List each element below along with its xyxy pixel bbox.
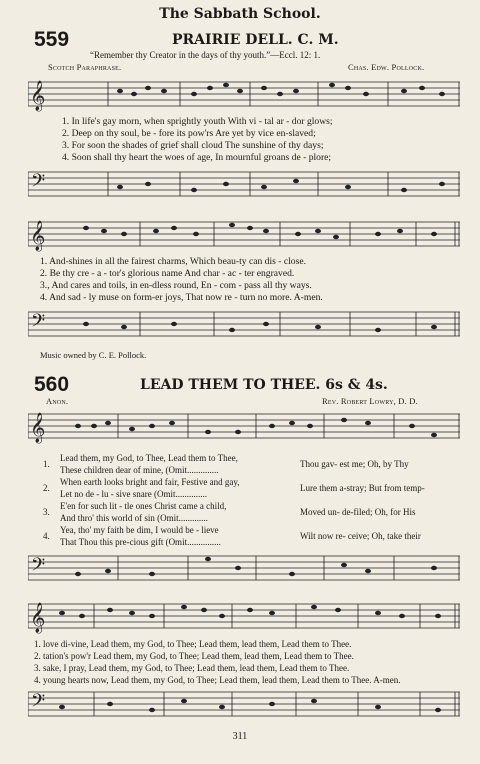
hymn-559-verse-4-line-1: 4. Soon shall thy heart the woes of age, In mournful groans de - plore;	[62, 152, 332, 163]
hymn-560-verse-4-b: That Thou this pre-cious gift (Omit...............	[60, 537, 221, 547]
hymn-559-number: 559	[34, 28, 70, 51]
hymn-559-verse-3-line-2: 3., And cares and toils, in en-dless round, En - com - pass all thy ways.	[40, 280, 312, 291]
hymn-560-verse-1-refrain: 1. love di-vine, Lead them, my God, to Thee; Lead them, lead them, Lead them to Thee.	[34, 639, 352, 649]
hymn-559-footnote: Music owned by C. E. Pollock.	[40, 350, 147, 360]
hymn-560-verse-2-b: Let no de - lu - sive snare (Omit..............	[60, 489, 207, 499]
hymn-560-verse-2-right: Lure them a-stray; But from temp-	[300, 483, 425, 493]
hymn-560-verse-1-b: These children dear of mine, (Omit..............	[60, 465, 219, 475]
hymn-559-verse-3-line-1: 3. For soon the shades of grief shall cloud The sunshine of thy days;	[62, 140, 324, 151]
hymn-560-verse-2-a: When earth looks bright and fair, Festive and gay,	[60, 477, 240, 487]
hymn-559-verse-1-line-1: 1. In life's gay morn, when sprightly youth With vi - tal ar - dor glows;	[62, 116, 333, 127]
hymn-560-number: 560	[34, 373, 70, 396]
hymn-560-verse-2-refrain: 2. tation's pow'r Lead them, my God, to Thee; Lead them, lead them, Lead them to Thee.	[34, 651, 354, 661]
hymn-559-verse-1-line-2: 1. And-shines in all the fairest charms, Which beau-ty can dis - close.	[40, 256, 306, 267]
hymn-560-verse-3-a: E'en for such lit - tle ones Christ came a child,	[60, 501, 227, 511]
hymn-560-verse-3-b: And thro' this world of sin (Omit.............	[60, 513, 208, 523]
hymn-560-title: LEAD THEM TO THEE. 6s & 4s.	[140, 377, 388, 393]
verse-number-4: 4.	[43, 531, 50, 541]
staff-560-2-treble	[28, 596, 460, 636]
verse-number-1: 1.	[43, 459, 50, 469]
hymn-559-verse-4-line-2: 4. And sad - ly muse on form-er joys, That now re - turn no more. A-men.	[40, 292, 323, 303]
verse-number-3: 3.	[43, 507, 50, 517]
svg-text:𝄞: 𝄞	[30, 603, 46, 633]
hymn-560-verse-4-right: Wilt now re- ceive; Oh, take their	[300, 531, 421, 541]
staff-560-2-bass	[28, 684, 460, 724]
staff-559-1-bass	[28, 164, 460, 204]
hymn-559-verse-2-line-2: 2. Be thy cre - a - tor's glorious name And char - ac - ter engraved.	[40, 268, 295, 279]
svg-text:𝄢: 𝄢	[31, 171, 46, 196]
svg-text:𝄢: 𝄢	[31, 311, 46, 336]
hymn-560-tune-credit: Anon.	[46, 396, 69, 406]
running-title: The Sabbath School.	[159, 6, 321, 22]
verse-number-2: 2.	[43, 483, 50, 493]
staff-559-2-treble	[28, 214, 460, 254]
hymn-559-verse-2-line-1: 2. Deep on thy soul, be - fore its pow'rs Are yet by vice en-slaved;	[62, 128, 316, 139]
hymn-559-title: PRAIRIE DELL. C. M.	[172, 32, 339, 48]
hymn-559-epigraph: “Remember thy Creator in the days of thy youth.”—Eccl. 12: 1.	[90, 50, 321, 60]
staff-559-1-treble	[28, 74, 460, 114]
hymn-560-verse-1-a: Lead them, my God, to Thee, Lead them to Thee,	[60, 453, 238, 463]
svg-text:𝄞: 𝄞	[30, 221, 46, 251]
hymn-560-verse-3-right: Moved un- de-filed; Oh, for His	[300, 507, 416, 517]
svg-text:𝄞: 𝄞	[30, 81, 46, 111]
staff-560-1-treble	[28, 406, 460, 446]
hymn-559-words-credit: Chas. Edw. Pollock.	[348, 62, 425, 72]
staff-559-2-bass	[28, 304, 460, 344]
svg-text:𝄞: 𝄞	[30, 413, 46, 443]
svg-text:𝄢: 𝄢	[31, 555, 46, 580]
hymn-560-verse-1-right: Thou gav- est me; Oh, by Thy	[300, 459, 409, 469]
hymn-559-tune-credit: Scotch Paraphrase.	[48, 62, 122, 72]
page-number: 311	[232, 731, 248, 742]
hymn-560-words-credit: Rev. Robert Lowry, D. D.	[322, 396, 418, 406]
hymn-560-verse-3-refrain: 3. sake, I pray, Lead them, my God, to Thee; Lead them, lead them, Lead them to Thee.	[34, 663, 350, 673]
svg-text:𝄢: 𝄢	[31, 691, 46, 716]
hymn-560-verse-4-refrain: 4. young hearts now, Lead them, my God, to Thee; Lead them, lead them, Lead them to Thee. A-men.	[34, 675, 401, 685]
hymn-560-verse-4-a: Yea, tho' my faith be dim, I would be - lieve	[60, 525, 219, 535]
staff-560-1-bass	[28, 548, 460, 588]
